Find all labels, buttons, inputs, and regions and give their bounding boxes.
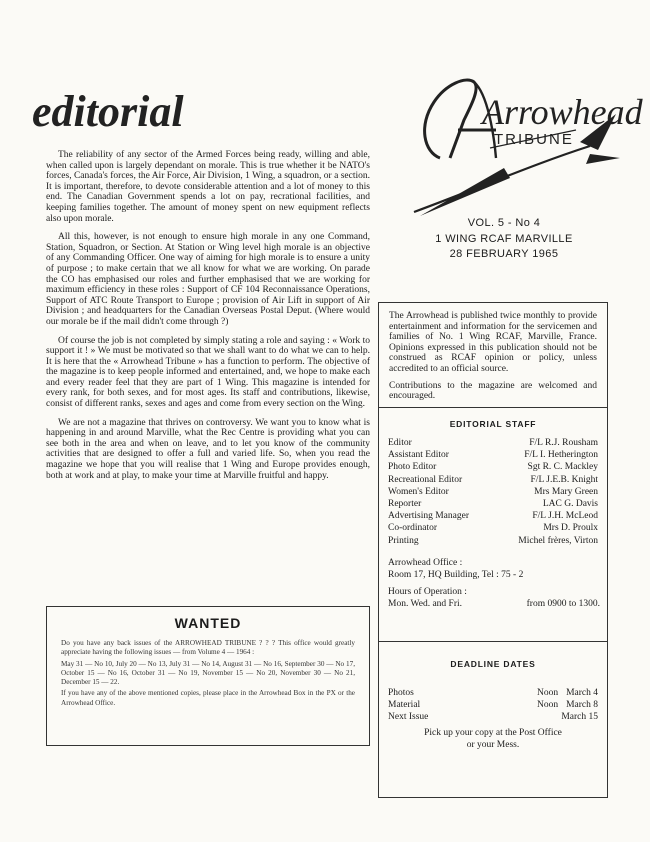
staff-heading: EDITORIAL STAFF xyxy=(449,419,537,429)
office-block xyxy=(388,557,600,581)
deadline-time: Noon xyxy=(536,688,559,698)
deadline-label: Next Issue xyxy=(388,712,429,723)
deadlines-list xyxy=(388,687,598,724)
editorial-heading-text: editorial xyxy=(32,87,184,136)
staff-name: Mrs Mary Green xyxy=(534,486,598,497)
staff-role: Assistant Editor xyxy=(388,450,449,461)
editorial-heading-graphic xyxy=(28,80,228,142)
staff-row xyxy=(388,437,598,449)
staff-role: Recreational Editor xyxy=(388,474,463,485)
divider xyxy=(379,407,607,408)
staff-list xyxy=(388,437,598,547)
deadline-date: March 4 xyxy=(566,688,598,698)
divider xyxy=(379,641,607,642)
publication-info xyxy=(389,311,597,408)
issue-info xyxy=(390,216,618,263)
pickup-line: Pick up your copy at the Post Office xyxy=(424,728,562,738)
staff-role: Women's Editor xyxy=(388,486,449,497)
deadline-date: March 8 xyxy=(566,700,598,711)
wanted-paragraph: Do you have any back issues of the ARROWHEAD TRIBUNE ? ? ? This office would greatly appreciate having the following issues — from Volume 4 — 1964 : xyxy=(61,639,355,657)
wanted-paragraph: May 31 — No 10, July 20 — No 13, July 31 — No 14, August 31 — No 16, September 30 — No 17, October 15 — No 16, October 31 — No 19, November 15 — No 20, November 30 — No 21, December 15 — 22. xyxy=(61,659,355,687)
hours-block xyxy=(388,586,600,610)
staff-name: LAC G. Davis xyxy=(542,499,598,510)
wanted-heading: WANTED xyxy=(174,615,242,631)
editorial-paragraph: We are not a magazine that thrives on controversy. We want you to know what is happening in and around Marville, what the Rec Centre is providing what you can see both in the area and when on leave, and to let you know of the community activities that are designed to offer a full and varied life. So, when you read the magazine we hope that you will realise that 1 Wing and Europe provides enough, both at work and at play, to make your time at Marville fruitful and happy. xyxy=(46,417,370,481)
deadline-date: March 15 xyxy=(561,712,598,723)
staff-row xyxy=(388,510,598,522)
staff-role: Reporter xyxy=(388,499,422,510)
wanted-body xyxy=(61,639,355,710)
editorial-paragraph: Of course the job is not completed by simply stating a role and saying : « Work to support it ! » We must be motivated so that we shall want to do what we can to help. It is here that the « Arrowhead Tribune » has a function to perform. The objective of the magazine is to keep people informed and entertained, and, we hope to make each and every reader feel that they are part of 1 Wing. This magazine is intended for every rank, for both sexes, and for most ages. Its staff and contributions, likewise, consist of different ranks, sexes and ages and come from every section on the Wing. xyxy=(46,335,370,410)
editorial-heading xyxy=(28,80,228,142)
deadline-label: Photos xyxy=(388,688,414,698)
staff-row xyxy=(388,522,598,534)
staff-role: Photo Editor xyxy=(388,462,437,473)
staff-row xyxy=(388,498,598,510)
staff-row xyxy=(388,474,598,486)
pickup-note xyxy=(385,728,601,751)
staff-role: Editor xyxy=(388,438,412,448)
staff-name: Sgt R. C. Mackley xyxy=(527,462,598,473)
masthead-subtitle: TRIBUNE xyxy=(494,131,574,148)
deadline-time: Noon xyxy=(536,700,559,711)
office-value: Room 17, HQ Building, Tel : 75 - 2 xyxy=(388,570,524,581)
pickup-line: or your Mess. xyxy=(466,739,520,750)
wanted-box xyxy=(46,606,370,746)
issue-date: 28 FEBRUARY 1965 xyxy=(449,248,559,260)
masthead-title: Arrowhead xyxy=(482,92,643,132)
issue-unit: 1 WING RCAF MARVILLE xyxy=(435,232,573,245)
editorial-paragraph: The reliability of any sector of the Armed Forces being ready, willing and able, when called upon is largely dependant on morale. This is true whether it be NATO's forces, Canada's forces, the Air Force, Air Division, 1 Wing, a squadron, or a section. It is important, therefore, to devote considerable attention and a lot of money to this end. The Canadian Government spends a lot on pay, recrational facilities, and keeping families together. The amount of money spent on new equipment reflects also upon morale. xyxy=(46,150,370,224)
staff-name: Michel frères, Virton xyxy=(518,535,598,546)
contributions-text: Contributions to the magazine are welcomed and encouraged. xyxy=(389,380,597,402)
staff-name: F/L J.H. McLeod xyxy=(532,511,598,522)
info-box xyxy=(378,302,608,798)
hours-days: Mon. Wed. and Fri. xyxy=(388,599,463,610)
hours-row xyxy=(388,598,600,610)
staff-name: F/L R.J. Rousham xyxy=(529,438,598,448)
staff-row xyxy=(388,461,598,473)
deadlines-heading: DEADLINE DATES xyxy=(450,659,536,669)
staff-name: F/L J.E.B. Knight xyxy=(530,474,598,485)
staff-role: Co-ordinator xyxy=(388,523,438,534)
editorial-paragraph: All this, however, is not enough to ensure high morale in any one Command, Station, Squadron, or Section. At Station or Wing level high morale is an objective of any Commanding Officer. One way of aiming for high morale is to ensure a unity of purpose ; to make certain that we all know for what we are working. On parade the CO has emphasised our roles and further emphasised that we are working for maximum efficiency in these roles : Support of CF 104 Reconnaissance Operations, Support of ATC Route Transport to Europe ; provision of Air Lift in support of Air Division ; and headquarters for the Canadian Overseas Postal Deput. (Where would our morale be if the mail didn't come through ?) xyxy=(46,232,370,327)
staff-row xyxy=(388,486,598,498)
staff-role: Printing xyxy=(388,535,419,546)
wanted-paragraph: If you have any of the above mentioned copies, please place in the Arrowhead Box in the PX or the Arrowhead Office. xyxy=(61,689,355,707)
about-text: The Arrowhead is published twice monthly to provide entertainment and information for the servicemen and families of No. 1 Wing RCAF, Marville, France. Opinions expressed in this publication should not be construed as RCAF opinion or policy, unless accredited to an official source. xyxy=(389,311,597,374)
deadline-label: Material xyxy=(388,700,421,711)
deadline-row xyxy=(388,711,598,723)
issue-volume: VOL. 5 - No 4 xyxy=(467,217,541,229)
hours-time: from 0900 to 1300. xyxy=(526,599,600,610)
editorial-body xyxy=(46,150,370,489)
staff-role: Advertising Manager xyxy=(388,511,469,522)
office-label: Arrowhead Office : xyxy=(388,558,463,568)
staff-name: Mrs D. Proulx xyxy=(543,523,598,534)
hours-label: Hours of Operation : xyxy=(388,587,467,597)
deadline-row xyxy=(388,687,598,699)
deadline-row xyxy=(388,699,598,711)
staff-row xyxy=(388,535,598,547)
staff-row xyxy=(388,449,598,461)
staff-name: F/L I. Hetherington xyxy=(524,450,598,461)
arrowhead-icon xyxy=(420,168,510,216)
